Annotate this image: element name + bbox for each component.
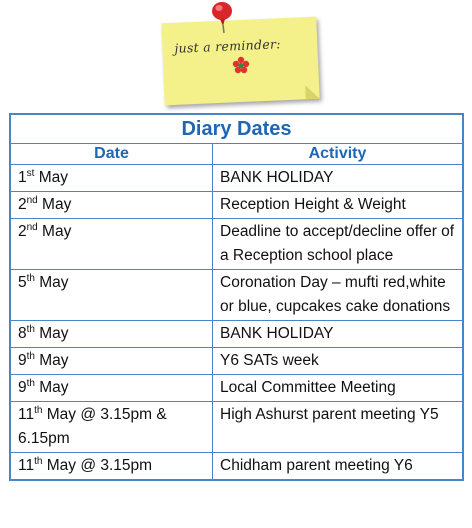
table-row [10,165,463,192]
date-rest: May [37,223,72,240]
date-cell [10,192,213,219]
note-folded-corner [305,85,320,100]
activity-cell: Coronation Day – mufti red,white or blue, cupcakes cake donations [213,270,464,321]
date-rest: May [34,379,69,396]
date-rest: May [34,352,69,369]
date-day: 11 [18,457,35,474]
date-rest: May [34,325,69,342]
activity-cell: Local Committee Meeting [213,375,464,402]
table-row [10,453,463,481]
date-cell [10,219,213,270]
date-suffix: nd [26,221,38,233]
date-rest: May [34,169,68,186]
table-row [10,402,463,453]
date-cell [10,348,213,375]
reminder-note-graphic [160,0,325,108]
activity-cell: Deadline to accept/decline offer of a Reception school place [213,219,464,270]
flower-icon [232,56,250,74]
reminder-note-text: just a reminder: [174,36,282,56]
date-suffix: th [34,455,43,467]
date-suffix: st [26,167,35,179]
activity-cell: BANK HOLIDAY [213,165,464,192]
activity-cell: BANK HOLIDAY [213,321,464,348]
date-day: 2 [18,196,27,213]
activity-cell: High Ashurst parent meeting Y5 [213,402,464,453]
date-cell [10,453,213,481]
date-suffix: th [26,350,35,362]
date-day: 9 [18,352,27,369]
date-suffix: th [26,272,35,284]
date-day: 1 [18,169,27,186]
table-row [10,219,463,270]
date-rest: May @ 3.15pm [42,457,153,474]
date-day: 2 [18,223,27,240]
table-row [10,375,463,402]
activity-cell: Y6 SATs week [213,348,464,375]
table-row [10,348,463,375]
date-rest: May [37,196,72,213]
date-rest: May @ 3.15pm & 6.15pm [18,406,167,447]
activity-cell: Reception Height & Weight [213,192,464,219]
diary-dates-table [9,113,464,481]
date-day: 9 [18,379,27,396]
date-cell [10,270,213,321]
date-column-header: Date [10,144,213,165]
date-day: 11 [18,406,35,423]
date-rest: May [34,274,69,291]
date-suffix: th [34,404,43,416]
activity-cell: Chidham parent meeting Y6 [213,453,464,481]
date-suffix: th [26,377,35,389]
date-cell [10,402,213,453]
push-pin-icon [208,0,238,34]
date-suffix: nd [26,194,38,206]
table-title: Diary Dates [10,114,463,144]
date-cell [10,375,213,402]
table-row [10,321,463,348]
date-cell [10,165,213,192]
date-day: 5 [18,274,27,291]
date-suffix: th [26,323,35,335]
date-day: 8 [18,325,27,342]
table-row [10,192,463,219]
table-row [10,270,463,321]
date-cell [10,321,213,348]
activity-column-header: Activity [213,144,464,165]
